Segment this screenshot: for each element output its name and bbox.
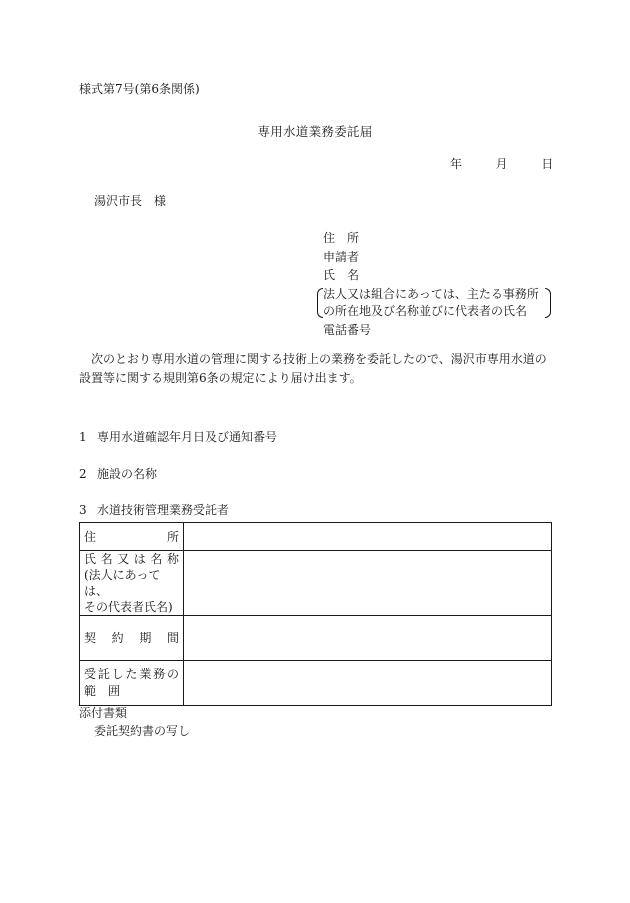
label-char: 称 [166, 552, 179, 566]
addressee: 湯沢市長 様 [94, 194, 167, 208]
period-cell-value[interactable] [184, 616, 552, 661]
document-title: 専用水道業務委託届 [257, 124, 373, 139]
table-row-name [80, 551, 552, 616]
applicant-label: 申請者 [323, 249, 360, 264]
date-line [450, 155, 553, 173]
item-number: 3 [79, 503, 87, 517]
attachment-item: 委託契約書の写し [94, 724, 191, 738]
label-char: 名 [100, 552, 113, 566]
scope-cell-label [80, 661, 184, 706]
corporation-note-line2: の所在地及び名称並びに代表者の氏名 [323, 303, 528, 318]
item-number: 1 [79, 430, 87, 444]
date-day: 日 [541, 157, 554, 171]
left-bracket [317, 288, 323, 318]
label-char: 期 [139, 631, 152, 645]
date-year: 年 [450, 157, 463, 171]
label-char: 約 [111, 631, 124, 645]
name-cell-value[interactable] [184, 551, 552, 616]
label-char: 名 [150, 552, 163, 566]
attachments-heading: 添付書類 [79, 706, 128, 720]
label-char: 託 [97, 667, 110, 681]
name-label-line2: (法人にあっては、 [84, 568, 161, 598]
corporation-note-line1: 法人又は組合にあっては、主たる事務所 [323, 286, 539, 301]
label-char: 氏 [84, 552, 97, 566]
body-text: 次のとおり専用水道の管理に関する技術上の業務を委託したので、湯沢市専用水道の設置等に関する規則第6条の規定により届け出ます。 [79, 352, 547, 385]
label-char: 務 [153, 667, 166, 681]
corporation-note [317, 286, 545, 320]
item-text: 施設の名称 [97, 467, 158, 481]
item-text: 専用水道確認年月日及び通知番号 [97, 430, 278, 444]
scope-cell-value[interactable] [184, 661, 552, 706]
table-row-period [80, 616, 552, 661]
address-label: 住 所 [323, 231, 360, 245]
address-cell-label [80, 523, 184, 551]
label-char: 又 [117, 552, 130, 566]
name-cell-label [80, 551, 184, 616]
label-char: 業 [139, 667, 152, 681]
table-row-scope [80, 661, 552, 706]
label-char: 間 [166, 631, 179, 645]
label-char: は [133, 552, 146, 566]
scope-label-line2: 範 囲 [84, 684, 121, 698]
phone-label: 電話番号 [323, 322, 372, 337]
date-month: 月 [495, 157, 508, 171]
period-cell-label [80, 616, 184, 661]
name-label-line3: その代表者氏名) [84, 600, 173, 614]
label-char: の [166, 667, 179, 681]
name-label: 氏 名 [323, 268, 360, 282]
item-facility-name [79, 465, 157, 483]
address-cell-value[interactable] [184, 523, 552, 551]
item-contractor [79, 501, 229, 519]
label-char: た [125, 667, 138, 681]
table-row-address [80, 523, 552, 551]
label-char: し [111, 667, 124, 681]
label-char: 住 [84, 529, 97, 544]
label-char: 所 [166, 529, 179, 544]
item-text: 水道技術管理業務受託者 [97, 503, 230, 517]
contractor-table [79, 522, 552, 706]
label-char: 受 [84, 667, 97, 681]
item-confirmation-date [79, 428, 277, 446]
right-bracket [545, 288, 551, 318]
form-number: 様式第7号(第6条関係) [79, 82, 200, 96]
item-number: 2 [79, 467, 87, 481]
applicant-block [323, 229, 545, 339]
label-char: 契 [84, 631, 97, 645]
